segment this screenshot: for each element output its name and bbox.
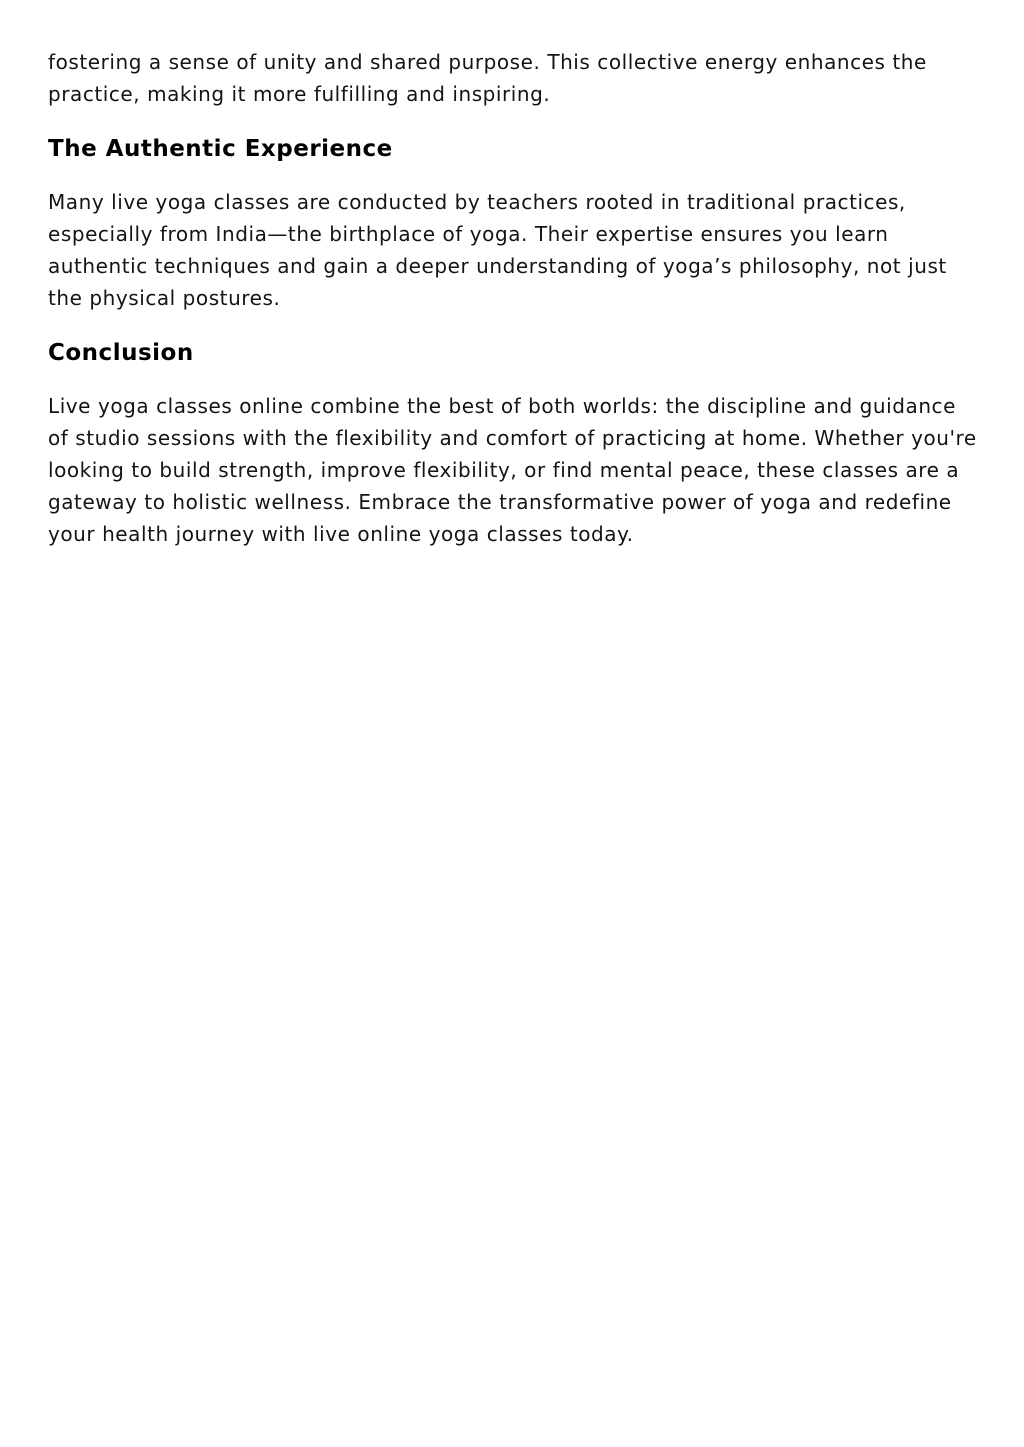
section-heading-conclusion: Conclusion [48, 340, 194, 366]
section-body-conclusion: Live yoga classes online combine the best of both worlds: the discipline and guidance of studio sessions with the flexibility and comfort of practicing at home. Whether you're looking to build strength, improve flexibility, or find mental peace, these classes are a gateway to holistic wellness. Embrace the transformative power of yoga and redefine your health journey with live online yoga classes today. [48, 394, 977, 546]
section-heading-authentic-experience: The Authentic Experience [48, 136, 393, 162]
section-body-authentic-experience: Many live yoga classes are conducted by teachers rooted in traditional practices, especially from India—the birthplace of yoga. Their expertise ensures you learn authentic techniques and gain a deeper understanding of yoga’s philosophy, not just the physical postures. [48, 190, 947, 310]
intro-paragraph: fostering a sense of unity and shared purpose. This collective energy enhances the practice, making it more fulfilling and inspiring. [48, 50, 927, 106]
document-page [48, 46, 978, 550]
